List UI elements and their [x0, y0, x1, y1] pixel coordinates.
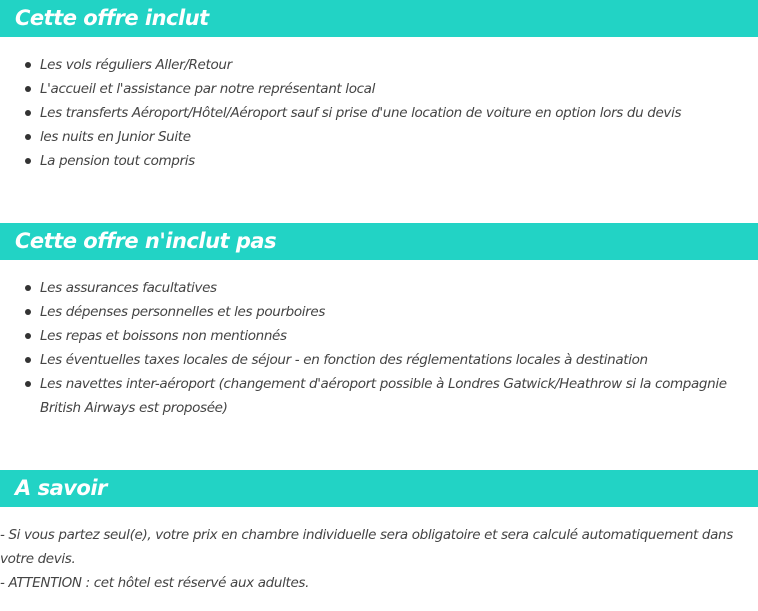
list-item: Les assurances facultatives — [40, 276, 740, 300]
savoir-content — [0, 523, 756, 595]
savoir-line: - Si vous partez seul(e), votre prix en chambre individuelle sera obligatoire et sera calculé automatiquement dans votre devis. — [0, 527, 733, 567]
excludes-header — [0, 223, 758, 260]
list-item: Les navettes inter-aéroport (changement d'aéroport possible à Londres Gatwick/Heathrow si la compagnie British Airways est proposée) — [40, 372, 740, 420]
savoir-line: - ATTENTION : cet hôtel est réservé aux adultes. — [0, 575, 310, 591]
list-item: Les vols réguliers Aller/Retour — [40, 53, 740, 77]
savoir-header — [0, 470, 758, 507]
excludes-title: Cette offre n'inclut pas — [15, 229, 277, 253]
list-item: Les repas et boissons non mentionnés — [40, 324, 740, 348]
includes-title: Cette offre inclut — [15, 6, 209, 30]
excludes-list — [0, 276, 740, 420]
list-item: Les dépenses personnelles et les pourboires — [40, 300, 740, 324]
list-item: L'accueil et l'assistance par notre représentant local — [40, 77, 740, 101]
list-item: Les transferts Aéroport/Hôtel/Aéroport sauf si prise d'une location de voiture en option lors du devis — [40, 101, 740, 125]
savoir-title: A savoir — [15, 476, 107, 500]
includes-list — [0, 53, 740, 173]
list-item: les nuits en Junior Suite — [40, 125, 740, 149]
list-item: Les éventuelles taxes locales de séjour - en fonction des réglementations locales à destination — [40, 348, 740, 372]
includes-header — [0, 0, 758, 37]
list-item: La pension tout compris — [40, 149, 740, 173]
